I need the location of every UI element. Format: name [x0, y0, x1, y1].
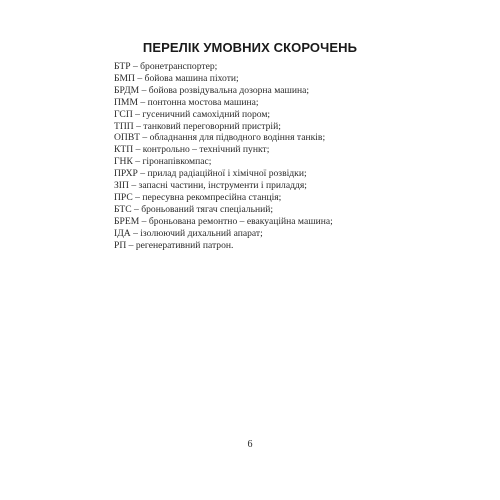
list-item: ОПВТ – обладнання для підводного водіння танків;	[114, 132, 326, 144]
list-item: БТР – бронетранспортер;	[114, 61, 218, 72]
list-item: БРДМ – бойова розвідувальна дозорна машина;	[114, 84, 310, 96]
list-item: ЗІП – запасні частини, інструменти і приладдя;	[114, 180, 307, 192]
page-title: ПЕРЕЛІК УМОВНИХ СКОРОЧЕНЬ	[142, 40, 358, 55]
list-item: ГСП – гусеничний самохідний пором;	[114, 108, 271, 120]
list-item: ПРХР – прилад радіаційної і хімічної розвідки;	[114, 168, 307, 180]
list-item: ПРС – пересувна рекомпресійна станція;	[114, 191, 282, 203]
abbreviation-list	[114, 61, 333, 252]
list-item: ТПП – танковий переговорний пристрій;	[114, 120, 281, 132]
list-item: ІДА – ізолюючий дихальний апарат;	[114, 227, 263, 239]
list-item: БТС – броньований тягач спеціальний;	[114, 203, 274, 215]
list-item: ПММ – понтонна мостова машина;	[114, 96, 259, 108]
list-item: БМП – бойова машина піхоти;	[114, 72, 239, 84]
list-item: ГНК – гіронапівкомпас;	[114, 156, 212, 168]
page-number: 6	[247, 439, 253, 450]
list-item: РП – регенеративний патрон.	[114, 239, 234, 251]
list-item: КТП – контрольно – технічний пункт;	[114, 144, 270, 156]
list-item: БРЕМ – броньована ремонтно – евакуаційна машина;	[114, 215, 333, 227]
